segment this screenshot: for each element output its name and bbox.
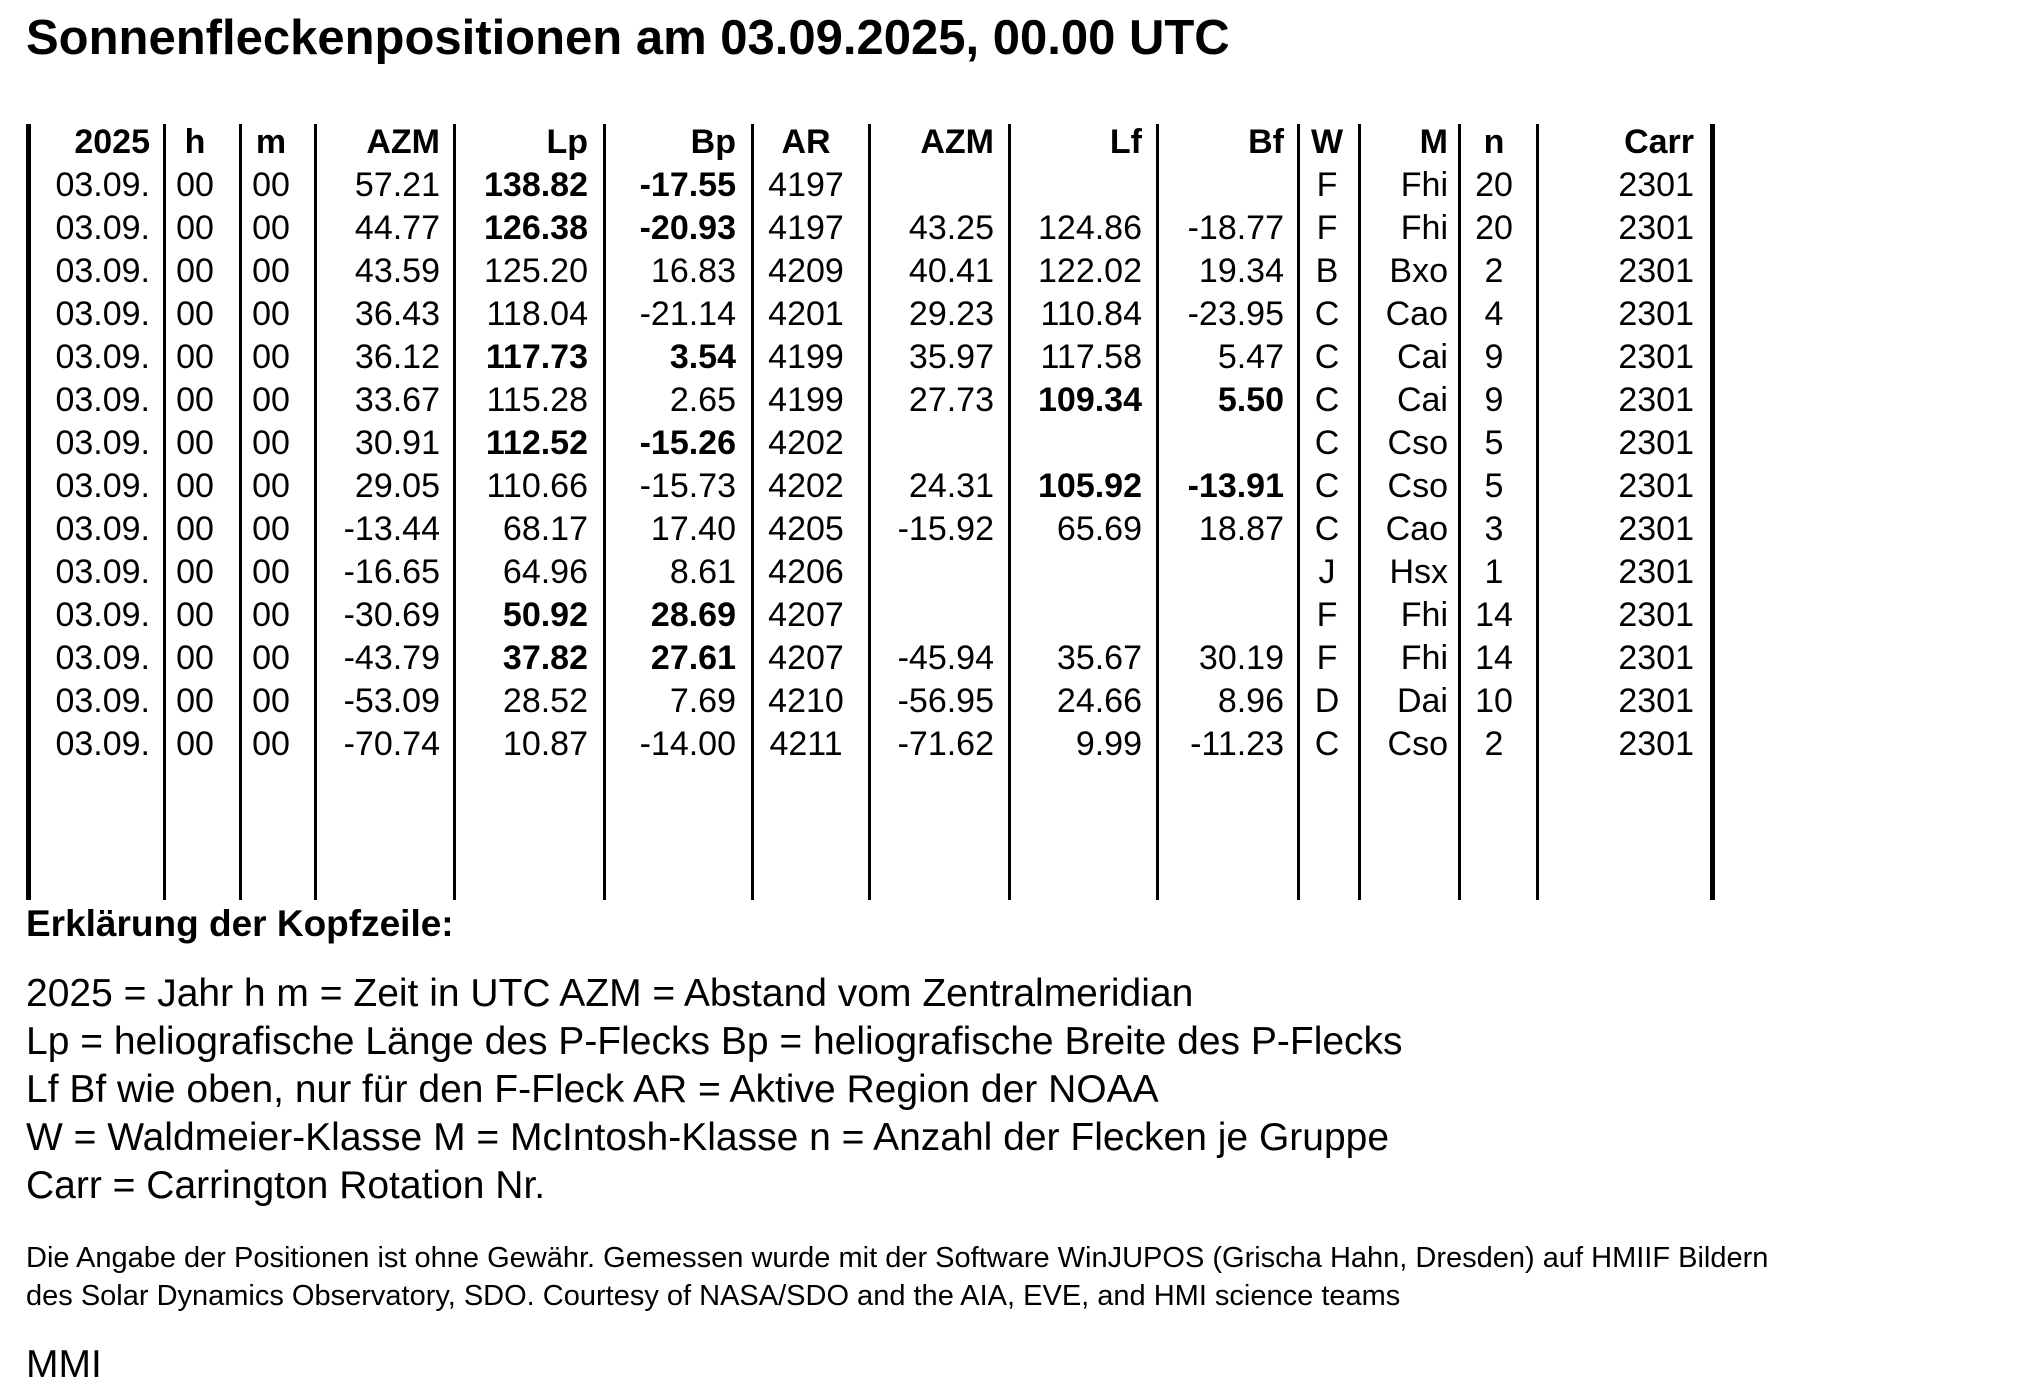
table-cell: -20.93: [639, 209, 736, 247]
table-cell: 27.73: [908, 381, 994, 419]
table-cell: 105.92: [1038, 467, 1142, 505]
table-cell: 29.23: [908, 295, 994, 333]
table-cell: 7.69: [669, 682, 736, 720]
column-header: Bf: [1248, 123, 1284, 161]
table-cell: 03.09.: [55, 252, 150, 290]
table-cell: 2: [1484, 252, 1504, 290]
table-cell: 68.17: [502, 510, 588, 548]
table-cell: 29.05: [354, 467, 440, 505]
legend-line: Carr = Carrington Rotation Nr.: [26, 1164, 546, 1207]
column-divider: [1536, 124, 1539, 900]
table-cell: Fhi: [1400, 209, 1448, 247]
table-cell: 44.77: [354, 209, 440, 247]
table-cell: -18.77: [1187, 209, 1284, 247]
table-cell: 124.86: [1038, 209, 1142, 247]
table-cell: 17.40: [650, 510, 736, 548]
table-cell: Cso: [1387, 467, 1448, 505]
table-cell: -53.09: [343, 682, 440, 720]
table-cell: 43.25: [908, 209, 994, 247]
table-cell: C: [1314, 381, 1340, 419]
table-cell: 35.97: [908, 338, 994, 376]
table-cell: 00: [176, 252, 214, 290]
table-cell: 2301: [1618, 166, 1694, 204]
table-cell: 125.20: [484, 252, 588, 290]
table-cell: 24.66: [1056, 682, 1142, 720]
table-cell: 03.09.: [55, 295, 150, 333]
table-cell: 35.67: [1056, 639, 1142, 677]
table-cell: 33.67: [354, 381, 440, 419]
table-cell: 117.73: [485, 338, 588, 376]
table-cell: -15.26: [639, 424, 736, 462]
table-cell: 28.52: [502, 682, 588, 720]
table-cell: Fhi: [1400, 639, 1448, 677]
table-cell: Cso: [1387, 725, 1448, 763]
legend-line: Lp = heliografische Länge des P-Flecks Bp = heliografische Breite des P-Flecks: [26, 1020, 1403, 1063]
table-cell: 118.04: [486, 295, 588, 333]
column-divider: [239, 124, 242, 900]
table-cell: 20: [1475, 166, 1513, 204]
legend-line: Lf Bf wie oben, nur für den F-Fleck AR = Aktive Region der NOAA: [26, 1068, 1159, 1111]
table-cell: F: [1316, 209, 1338, 247]
column-header: AZM: [366, 123, 440, 161]
table-cell: 00: [176, 467, 214, 505]
column-divider: [1358, 124, 1361, 900]
table-cell: 10: [1475, 682, 1513, 720]
table-cell: -13.44: [343, 510, 440, 548]
table-cell: 2301: [1618, 510, 1694, 548]
table-cell: J: [1318, 553, 1336, 591]
table-cell: 03.09.: [55, 510, 150, 548]
table-cell: C: [1314, 295, 1340, 333]
table-cell: 00: [176, 338, 214, 376]
table-cell: 03.09.: [55, 596, 150, 634]
column-header: AR: [781, 123, 831, 161]
table-cell: 00: [176, 682, 214, 720]
table-cell: 50.92: [502, 596, 588, 634]
column-divider: [453, 124, 456, 900]
column-header: Carr: [1624, 123, 1694, 161]
table-cell: 03.09.: [55, 424, 150, 462]
table-cell: 4209: [768, 252, 844, 290]
column-header: h: [184, 123, 206, 161]
table-cell: 03.09.: [55, 639, 150, 677]
table-cell: 00: [252, 596, 290, 634]
table-cell: 03.09.: [55, 338, 150, 376]
table-cell: 03.09.: [55, 467, 150, 505]
column-divider: [868, 124, 871, 900]
table-cell: 00: [176, 381, 214, 419]
table-cell: 4: [1484, 295, 1504, 333]
table-cell: Cao: [1385, 510, 1448, 548]
table-cell: -30.69: [343, 596, 440, 634]
column-divider: [163, 124, 166, 900]
table-cell: -11.23: [1190, 725, 1284, 763]
table-cell: 122.02: [1038, 252, 1142, 290]
signature: MMI: [26, 1343, 102, 1386]
table-cell: 30.91: [354, 424, 440, 462]
table-cell: 4207: [768, 596, 844, 634]
table-cell: 2.65: [669, 381, 736, 419]
table-cell: -71.62: [897, 725, 994, 763]
table-cell: 3.54: [669, 338, 736, 376]
table-cell: Fhi: [1400, 596, 1448, 634]
table-cell: F: [1316, 166, 1338, 204]
table-cell: 14: [1475, 596, 1513, 634]
column-header: n: [1483, 123, 1505, 161]
table-cell: 117.58: [1040, 338, 1142, 376]
column-header: m: [255, 123, 287, 161]
table-cell: 00: [176, 209, 214, 247]
disclaimer-note: des Solar Dynamics Observatory, SDO. Courtesy of NASA/SDO and the AIA, EVE, and HMI science teams: [26, 1280, 1401, 1312]
table-cell: 2: [1484, 725, 1504, 763]
table-cell: 4202: [768, 424, 844, 462]
table-cell: 03.09.: [55, 725, 150, 763]
table-cell: 2301: [1618, 381, 1694, 419]
table-cell: 2301: [1618, 252, 1694, 290]
table-cell: 00: [252, 338, 290, 376]
table-cell: C: [1314, 467, 1340, 505]
table-cell: 43.59: [354, 252, 440, 290]
table-cell: 20: [1475, 209, 1513, 247]
table-cell: 03.09.: [55, 381, 150, 419]
column-header: 2025: [74, 123, 150, 161]
table-cell: 4207: [768, 639, 844, 677]
table-cell: 112.52: [485, 424, 588, 462]
table-cell: Cai: [1396, 381, 1448, 419]
table-cell: 36.12: [354, 338, 440, 376]
table-cell: Dai: [1396, 682, 1448, 720]
table-cell: 2301: [1618, 553, 1694, 591]
table-cell: 2301: [1618, 338, 1694, 376]
table-cell: -17.55: [639, 166, 736, 204]
table-cell: 2301: [1618, 467, 1694, 505]
column-header: W: [1310, 123, 1344, 161]
table-cell: 03.09.: [55, 682, 150, 720]
table-cell: 1: [1484, 553, 1504, 591]
disclaimer-note: Die Angabe der Positionen ist ohne Gewähr. Gemessen wurde mit der Software WinJUPOS (Grischa Hahn, Dresden) auf HMIIF Bildern: [26, 1242, 1769, 1274]
table-cell: 00: [252, 682, 290, 720]
table-cell: 5.47: [1217, 338, 1284, 376]
table-cell: 2301: [1618, 725, 1694, 763]
column-divider: [751, 124, 754, 900]
table-cell: -21.14: [639, 295, 736, 333]
table-cell: -15.92: [897, 510, 994, 548]
table-cell: C: [1314, 725, 1340, 763]
page-title: Sonnenfleckenpositionen am 03.09.2025, 00.00 UTC: [26, 11, 1230, 65]
table-cell: 19.34: [1198, 252, 1284, 290]
table-cell: Cso: [1387, 424, 1448, 462]
table-cell: 4199: [768, 381, 844, 419]
table-cell: 4210: [768, 682, 844, 720]
column-header: AZM: [920, 123, 994, 161]
column-divider: [26, 124, 31, 900]
table-cell: 9: [1484, 338, 1504, 376]
column-divider: [1710, 124, 1715, 900]
table-cell: 4199: [768, 338, 844, 376]
table-cell: 9.99: [1075, 725, 1142, 763]
table-cell: 110.84: [1040, 295, 1142, 333]
table-cell: 00: [176, 166, 214, 204]
column-divider: [314, 124, 317, 900]
table-cell: D: [1314, 682, 1340, 720]
table-cell: 3: [1484, 510, 1504, 548]
table-cell: 4202: [768, 467, 844, 505]
table-cell: Hsx: [1389, 553, 1448, 591]
table-cell: 5: [1484, 424, 1504, 462]
column-header: Lf: [1109, 123, 1142, 161]
table-cell: 110.66: [486, 467, 588, 505]
table-cell: 57.21: [354, 166, 440, 204]
table-cell: 03.09.: [55, 209, 150, 247]
table-cell: 00: [252, 166, 290, 204]
table-cell: 9: [1484, 381, 1504, 419]
table-cell: 00: [176, 639, 214, 677]
table-cell: -43.79: [343, 639, 440, 677]
table-cell: 4197: [768, 209, 844, 247]
table-cell: C: [1314, 338, 1340, 376]
table-cell: -45.94: [897, 639, 994, 677]
table-cell: 24.31: [908, 467, 994, 505]
column-header: Bp: [690, 123, 736, 161]
table-cell: 00: [252, 295, 290, 333]
table-cell: 4211: [769, 725, 843, 763]
column-divider: [603, 124, 606, 900]
table-cell: 8.61: [669, 553, 736, 591]
table-cell: 37.82: [502, 639, 588, 677]
table-cell: 14: [1475, 639, 1513, 677]
table-cell: B: [1315, 252, 1339, 290]
table-cell: Cai: [1396, 338, 1448, 376]
column-divider: [1297, 124, 1300, 900]
table-cell: 109.34: [1038, 381, 1142, 419]
table-cell: 00: [176, 596, 214, 634]
table-cell: 65.69: [1056, 510, 1142, 548]
table-cell: 00: [176, 295, 214, 333]
table-cell: 5.50: [1217, 381, 1284, 419]
table-cell: 10.87: [502, 725, 588, 763]
legend-line: W = Waldmeier-Klasse M = McIntosh-Klasse n = Anzahl der Flecken je Gruppe: [26, 1116, 1390, 1159]
table-cell: -13.91: [1187, 467, 1284, 505]
table-cell: 00: [252, 510, 290, 548]
table-cell: 138.82: [484, 166, 588, 204]
table-cell: 00: [176, 725, 214, 763]
table-cell: 00: [176, 553, 214, 591]
table-cell: 115.28: [486, 381, 588, 419]
legend-line: 2025 = Jahr h m = Zeit in UTC AZM = Abstand vom Zentralmeridian: [26, 972, 1194, 1015]
table-cell: 126.38: [484, 209, 588, 247]
column-divider: [1458, 124, 1461, 900]
table-cell: 30.19: [1198, 639, 1284, 677]
table-cell: Cao: [1385, 295, 1448, 333]
table-cell: 2301: [1618, 209, 1694, 247]
table-cell: 28.69: [650, 596, 736, 634]
table-cell: -23.95: [1187, 295, 1284, 333]
table-cell: 00: [252, 209, 290, 247]
legend-title: Erklärung der Kopfzeile:: [26, 903, 454, 944]
table-cell: -16.65: [343, 553, 440, 591]
table-cell: 03.09.: [55, 553, 150, 591]
table-cell: 00: [252, 725, 290, 763]
column-header: M: [1419, 123, 1448, 161]
table-cell: 36.43: [354, 295, 440, 333]
table-cell: 4205: [768, 510, 844, 548]
table-cell: 00: [176, 510, 214, 548]
table-cell: 4197: [768, 166, 844, 204]
table-cell: 00: [176, 424, 214, 462]
table-cell: 03.09.: [55, 166, 150, 204]
table-cell: 18.87: [1198, 510, 1284, 548]
table-cell: -15.73: [639, 467, 736, 505]
table-cell: 16.83: [650, 252, 736, 290]
table-cell: 00: [252, 467, 290, 505]
table-cell: 2301: [1618, 639, 1694, 677]
table-cell: 40.41: [908, 252, 994, 290]
table-cell: 64.96: [502, 553, 588, 591]
table-cell: C: [1314, 510, 1340, 548]
table-cell: 4206: [768, 553, 844, 591]
table-cell: 00: [252, 424, 290, 462]
table-cell: -70.74: [343, 725, 440, 763]
table-cell: 5: [1484, 467, 1504, 505]
table-cell: 2301: [1618, 596, 1694, 634]
table-cell: 2301: [1618, 424, 1694, 462]
table-cell: 2301: [1618, 682, 1694, 720]
table-cell: F: [1316, 639, 1338, 677]
table-cell: Fhi: [1400, 166, 1448, 204]
table-cell: 00: [252, 252, 290, 290]
column-divider: [1008, 124, 1011, 900]
table-cell: C: [1314, 424, 1340, 462]
table-cell: 00: [252, 553, 290, 591]
table-cell: 4201: [768, 295, 844, 333]
table-cell: 00: [252, 381, 290, 419]
column-divider: [1156, 124, 1159, 900]
table-cell: 2301: [1618, 295, 1694, 333]
table-cell: Bxo: [1389, 252, 1448, 290]
table-cell: -56.95: [897, 682, 994, 720]
column-header: Lp: [546, 123, 588, 161]
table-cell: F: [1316, 596, 1338, 634]
table-cell: 00: [252, 639, 290, 677]
table-cell: 8.96: [1217, 682, 1284, 720]
table-cell: 27.61: [650, 639, 736, 677]
table-cell: -14.00: [639, 725, 736, 763]
